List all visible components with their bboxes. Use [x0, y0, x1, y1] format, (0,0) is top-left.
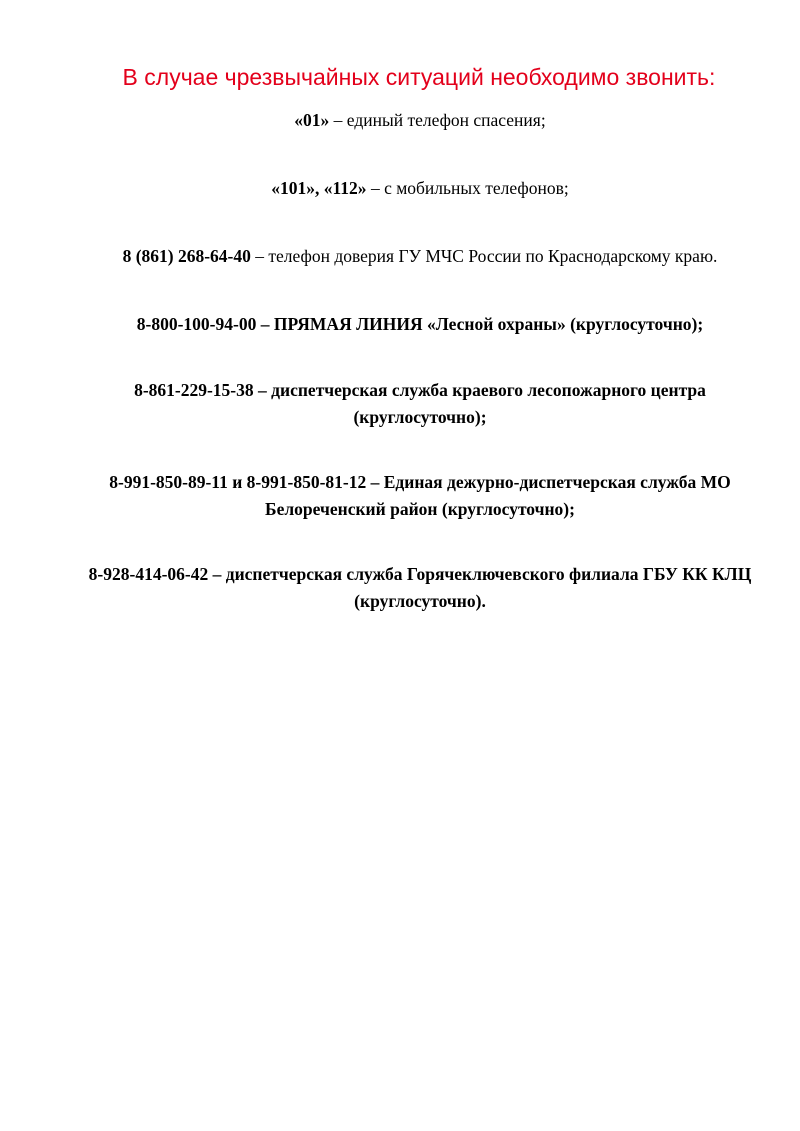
contact-line-mobile	[70, 175, 770, 202]
contact-text: 8-928-414-06-42 – диспетчерская служба Горячеключевского филиала ГБУ КК КЛЦ (круглосуточно).	[88, 564, 752, 611]
contact-line-forest-guard	[70, 311, 770, 338]
phone-number: «101», «112»	[271, 178, 367, 198]
contact-line-duty-service	[70, 469, 770, 523]
contact-line-hotline	[70, 243, 770, 270]
contact-text: 8-991-850-89-11 и 8-991-850-81-12 – Единая дежурно-диспетчерская служба МО Белореченский район (круглосуточно);	[109, 472, 731, 519]
contact-text: 8-800-100-94-00 – ПРЯМАЯ ЛИНИЯ «Лесной охраны» (круглосуточно);	[136, 314, 704, 334]
phone-description: – единый телефон спасения;	[329, 110, 546, 130]
page-title: В случае чрезвычайных ситуаций необходимо звонить:	[122, 64, 716, 90]
phone-number: «01»	[294, 110, 330, 130]
phone-description: – с мобильных телефонов;	[366, 178, 569, 198]
phone-number: 8 (861) 268-64-40	[122, 246, 251, 266]
contact-line-branch-dispatch	[70, 561, 770, 615]
contact-text: 8-861-229-15-38 – диспетчерская служба краевого лесопожарного центра (круглосуточно);	[134, 380, 706, 427]
contact-line-rescue	[70, 107, 770, 134]
contact-line-fire-center	[70, 377, 770, 431]
phone-description: – телефон доверия ГУ МЧС России по Краснодарскому краю.	[250, 246, 718, 266]
